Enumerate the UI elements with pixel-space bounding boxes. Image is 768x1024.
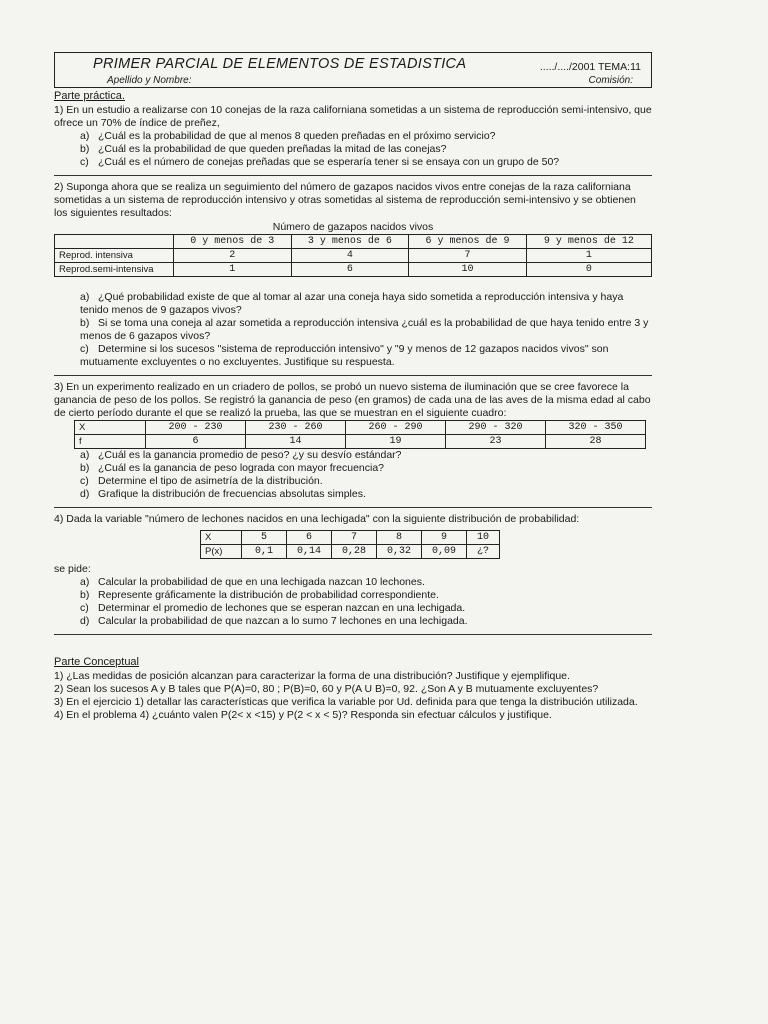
q2-item-a: a) ¿Qué probabilidad existe de que al tomar al azar una coneja haya sido sometida a reproducción intensiva y haya tenido menos de 9 gazapos vivos? [80,291,624,316]
table-cell: 1 [174,263,292,277]
conceptual-item-2: 2) Sean los sucesos A y B tales que P(A)=0, 80 ; P(B)=0, 60 y P(A U B)=0, 92. ¿Son A y B mutuamente excluyentes? [54,683,599,695]
q4-table [200,530,500,559]
table-cell: 7 [409,249,527,263]
table-cell: 6 [146,435,246,449]
table-cell: X [75,421,146,435]
table-cell: 0,14 [287,545,332,559]
q2-item-b: b) Si se toma una coneja al azar sometida a reproducción intensiva ¿cuál es la probabilidad de que haya tenido entre 3 y menos de 6 gazapos vivos? [80,317,649,342]
q3-table [74,420,646,449]
table-row [55,249,652,263]
table-cell: 0,32 [377,545,422,559]
table-cell: 230 - 260 [246,421,346,435]
table-cell: 6 [291,263,409,277]
table-cell: 3 y menos de 6 [291,235,409,249]
table-cell: Reprod. intensiva [55,249,174,263]
exam-page [54,52,652,722]
q3-item-d: d) Grafique la distribución de frecuencias absolutas simples. [80,488,366,500]
table-cell: 0,09 [422,545,467,559]
table-cell: 28 [546,435,646,449]
q1-item-a: a) ¿Cuál es la probabilidad de que al menos 8 queden preñadas en el próximo servicio? [80,130,496,142]
q3-item-c: c) Determine el tipo de asimetría de la distribución. [80,475,323,487]
table-cell: 8 [377,531,422,545]
table-cell: 0,28 [332,545,377,559]
apellido-label: Apellido y Nombre: [107,75,192,86]
q4-item-b: b) Represente gráficamente la distribución de probabilidad correspondiente. [80,589,439,601]
q3-item-a: a) ¿Cuál es la ganancia promedio de peso? ¿y su desvío estándar? [80,449,402,461]
table-row [201,545,500,559]
q4-text: 4) Dada la variable "número de lechones nacidos en una lechigada" con la siguiente distribución de probabilidad: [54,513,580,525]
table-cell: P(x) [201,545,242,559]
q2-text: 2) Suponga ahora que se realiza un seguimiento del número de gazapos nacidos vivos entre conejas de la raza californiana sometidas a un sistema de reproducción intensivo y otras sometidas al sistema de reproducción semi-intensivo y se obtienen los siguientes resultados: [54,181,636,219]
q2-table-caption: Número de gazapos nacidos vivos [272,221,434,233]
table-row [75,421,646,435]
table-cell: 23 [446,435,546,449]
table-cell: 6 [287,531,332,545]
table-cell: 200 - 230 [146,421,246,435]
exam-title: PRIMER PARCIAL DE ELEMENTOS DE ESTADISTICA [93,56,467,72]
table-cell: 2 [174,249,292,263]
date-tema: ...../..../2001 TEMA:11 [539,61,641,73]
table-cell: Reprod.semi-intensiva [55,263,174,277]
separator [54,507,652,508]
table-cell: 0,1 [242,545,287,559]
table-cell: 9 y menos de 12 [526,235,651,249]
table-cell: 260 - 290 [346,421,446,435]
q2-table [54,234,652,277]
table-cell: 10 [409,263,527,277]
table-cell: 9 [422,531,467,545]
q1-item-c: c) ¿Cuál es el número de conejas preñadas que se esperaría tener si se ensaya con un grupo de 50? [80,156,560,168]
table-cell: 0 [526,263,651,277]
table-cell: f [75,435,146,449]
parte-practica-title: Parte práctica. [54,90,125,102]
table-cell: 19 [346,435,446,449]
q4-item-c: c) Determinar el promedio de lechones que se esperan nazcan en una lechigada. [80,602,466,614]
table-row [201,531,500,545]
table-cell: 290 - 320 [446,421,546,435]
parte-conceptual-title: Parte Conceptual [54,656,139,668]
se-pide: se pide: [54,563,91,575]
comision-label: Comisión: [588,75,633,86]
table-cell: ¿? [467,545,500,559]
q2-item-c: c) Determine si los sucesos "sistema de reproducción intensivo" y "9 y menos de 12 gazapos nacidos vivos" son mutuamente excluyentes o no excluyentes. Justifique su respuesta. [80,343,609,368]
table-cell: 320 - 350 [546,421,646,435]
conceptual-item-3: 3) En el ejercicio 1) detallar las características que verifica la variable por Ud. definida para que tenga la distribución utilizada. [54,696,638,708]
table-row [75,435,646,449]
q4-item-d: d) Calcular la probabilidad de que nazcan a lo sumo 7 lechones en una lechigada. [80,615,468,627]
table-cell: X [201,531,242,545]
exam-header [54,52,652,88]
separator [54,175,652,176]
table-cell: 1 [526,249,651,263]
q1-item-b: b) ¿Cuál es la probabilidad de que queden preñadas la mitad de las conejas? [80,143,447,155]
table-cell: 4 [291,249,409,263]
q1-text: 1) En un estudio a realizarse con 10 conejas de la raza californiana sometidas a un sistema de reproducción semi-intensivo, que ofrece un 70% de índice de preñez, [54,104,652,129]
table-cell: 10 [467,531,500,545]
table-cell: 7 [332,531,377,545]
table-row [55,263,652,277]
table-cell: 14 [246,435,346,449]
separator [54,375,652,376]
q3-text: 3) En un experimento realizado en un criadero de pollos, se probó un nuevo sistema de iluminación que se cree favorece la ganancia de peso de los pollos. Se registró la ganancia de peso (en gramos) de cada una de las aves de la misma edad al cabo de cierto período durante el que se realizó la prueba, las que se muestran en el siguiente cuadro: [54,381,651,419]
table-row [55,235,652,249]
separator [54,634,652,635]
table-cell: 5 [242,531,287,545]
q3-item-b: b) ¿Cuál es la ganancia de peso lograda con mayor frecuencia? [80,462,385,474]
conceptual-item-4: 4) En el problema 4) ¿cuánto valen P(2< x <15) y P(2 < x < 5)? Responda sin efectuar cálculos y justifique. [54,709,552,721]
conceptual-item-1: 1) ¿Las medidas de posición alcanzan para caracterizar la forma de una distribución? Justifique y ejemplifique. [54,670,570,682]
q4-item-a: a) Calcular la probabilidad de que en una lechigada nazcan 10 lechones. [80,576,425,588]
table-cell: 0 y menos de 3 [174,235,292,249]
table-cell: 6 y menos de 9 [409,235,527,249]
